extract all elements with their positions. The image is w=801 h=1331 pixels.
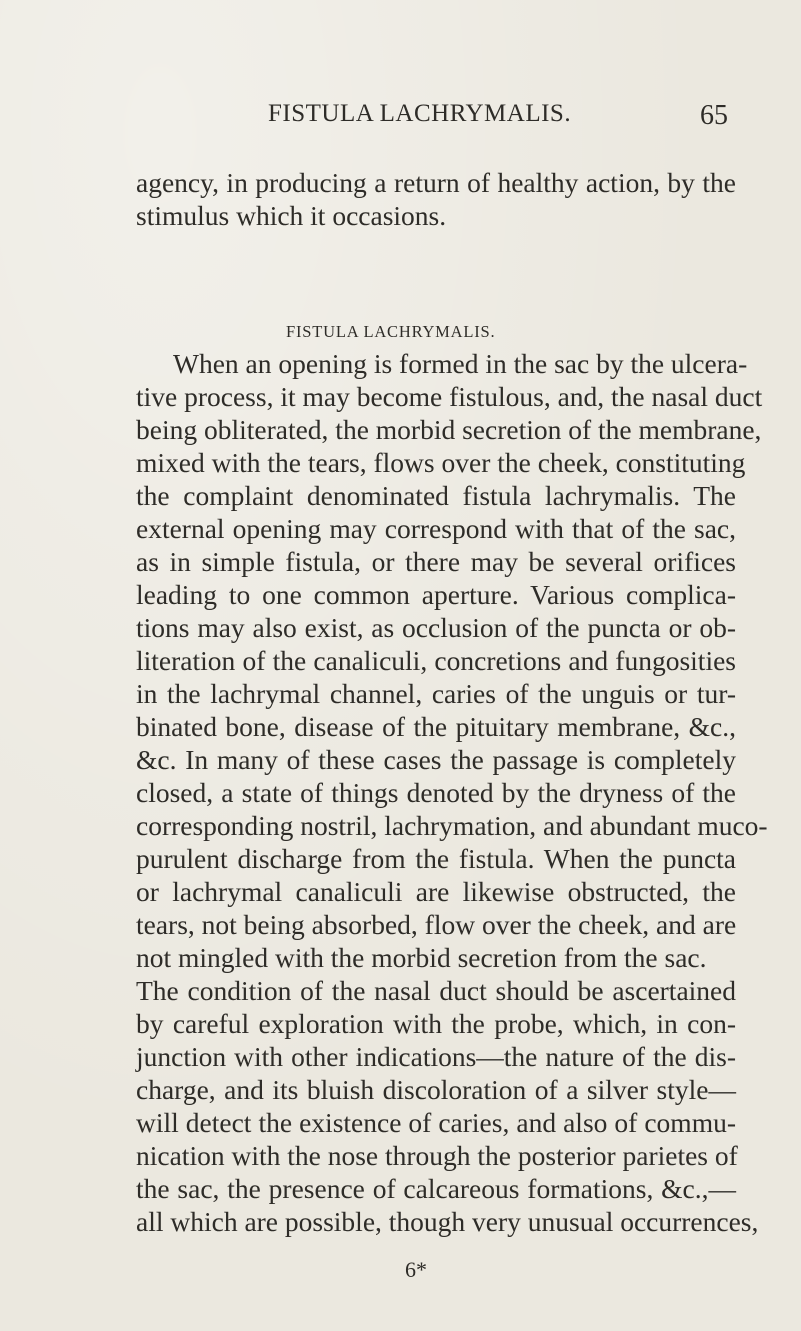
text-line: will detect the existence of caries, and also of commu- — [136, 1107, 736, 1138]
text-line: When an opening is formed in the sac by the ulcera- — [173, 348, 748, 379]
text-line: being obliterated, the morbid secretion of the membrane, — [136, 414, 762, 445]
text-line: &c. In many of these cases the passage is completely — [136, 744, 736, 775]
text-line: The condition of the nasal duct should be ascertained — [136, 975, 736, 1006]
text-line: all which are possible, though very unusual occurrences, — [136, 1206, 759, 1237]
text-line: charge, and its bluish discoloration of a silver style— — [136, 1074, 736, 1105]
text-line: mixed with the tears, flows over the cheek, constituting — [136, 447, 746, 478]
text-line: binated bone, disease of the pituitary membrane, &c., — [136, 711, 736, 742]
signature-mark: 6* — [405, 1257, 427, 1282]
text-line: nication with the nose through the posterior parietes of — [136, 1140, 738, 1171]
text-line: tions may also exist, as occlusion of the puncta or ob- — [136, 612, 736, 643]
text-line: closed, a state of things denoted by the dryness of the — [136, 777, 736, 808]
text-line: the complaint denominated fistula lachrymalis. The — [136, 480, 736, 511]
text-line: tears, not being absorbed, flow over the cheek, and are — [136, 909, 737, 940]
text-line: purulent discharge from the fistula. When the puncta — [136, 843, 736, 874]
section-title: FISTULA LACHRYMALIS. — [286, 322, 496, 341]
page-number: 65 — [700, 100, 728, 131]
running-head-title: FISTULA LACHRYMALIS. — [268, 100, 572, 127]
text-line: or lachrymal canaliculi are likewise obstructed, the — [136, 876, 736, 907]
text-line: agency, in producing a return of healthy action, by the — [136, 167, 736, 198]
text-line: junction with other indications—the nature of the dis- — [136, 1041, 736, 1072]
text-line: stimulus which it occasions. — [136, 200, 447, 231]
text-line: by careful exploration with the probe, which, in con- — [136, 1008, 736, 1039]
text-line: in the lachrymal channel, caries of the unguis or tur- — [136, 678, 736, 709]
text-line: leading to one common aperture. Various complica- — [136, 579, 736, 610]
text-line: as in simple fistula, or there may be several orifices — [136, 546, 736, 577]
text-line: corresponding nostril, lachrymation, and abundant muco- — [136, 810, 768, 841]
text-line: tive process, it may become fistulous, and, the nasal duct — [136, 381, 763, 412]
text-line: external opening may correspond with that of the sac, — [136, 513, 736, 544]
text-line: the sac, the presence of calcareous formations, &c.,— — [136, 1173, 736, 1204]
text-line: not mingled with the morbid secretion from the sac. — [136, 942, 707, 973]
text-line: literation of the canaliculi, concretions and fungosities — [136, 645, 736, 676]
